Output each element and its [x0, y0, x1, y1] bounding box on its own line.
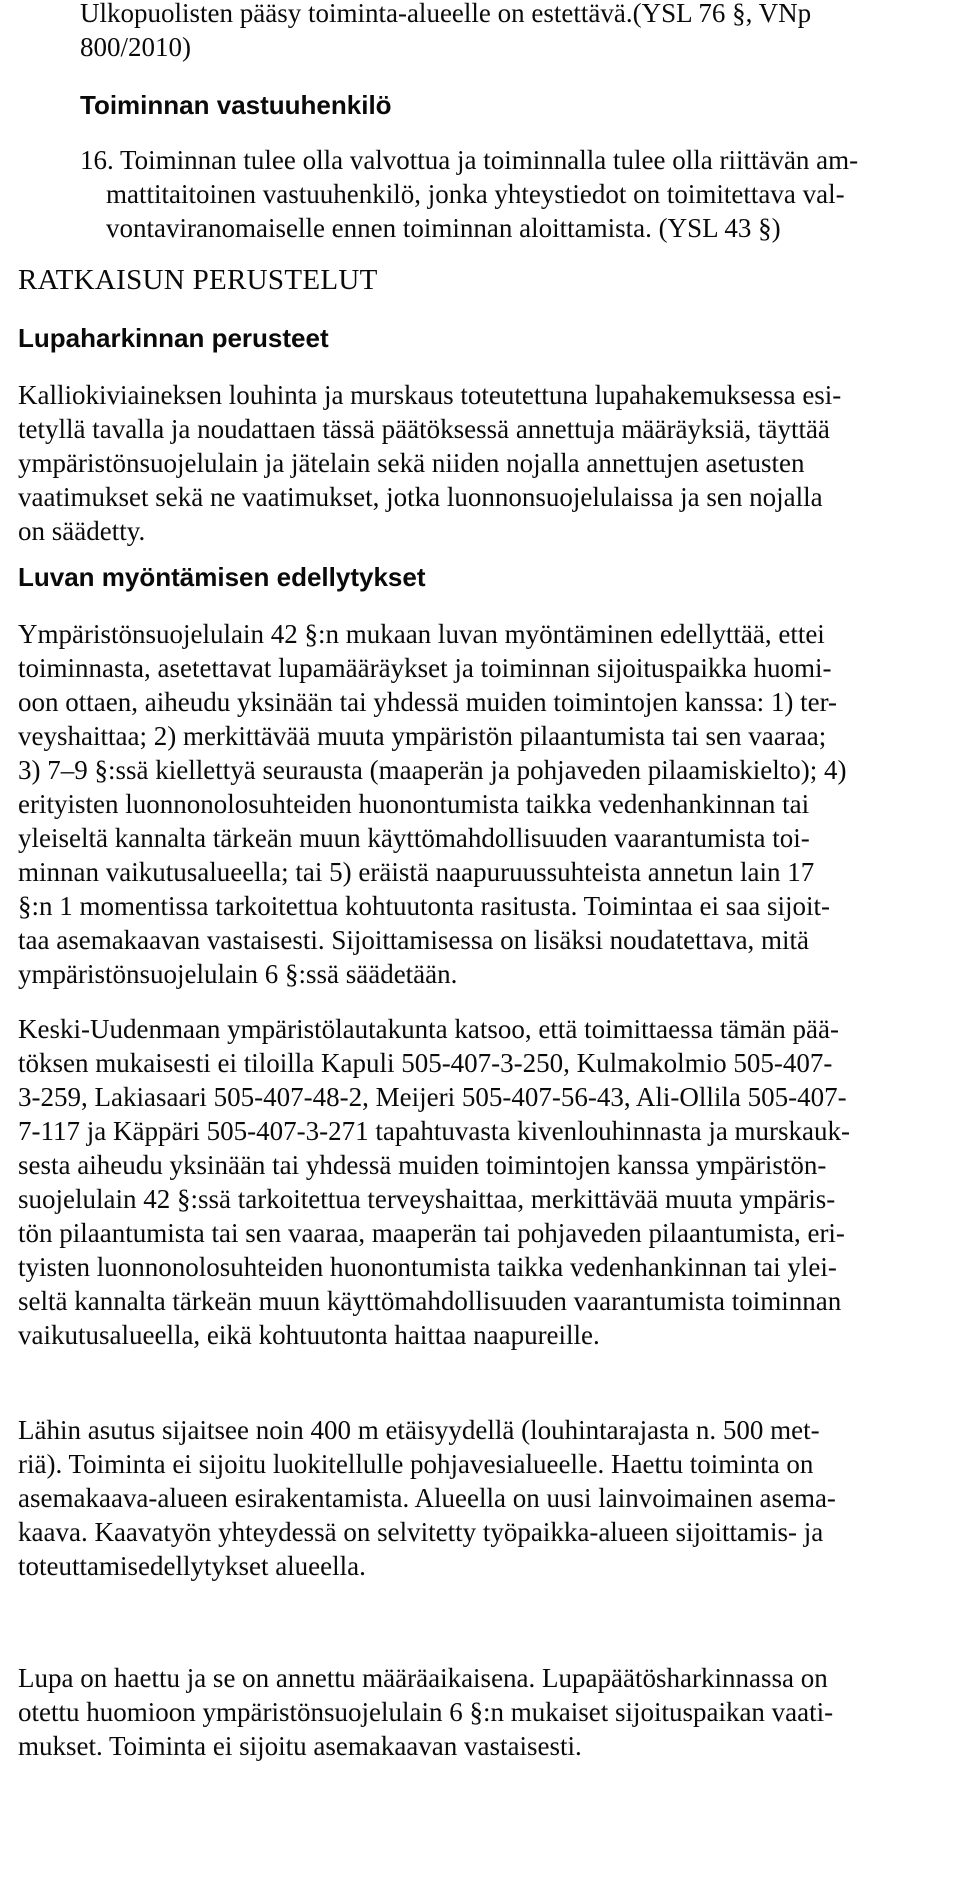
pc-p2-line-2: töksen mukaisesti ei tiloilla Kapuli 505-407-3-250, Kulmakolmio 505-407-	[18, 1048, 833, 1078]
pc-p3-line-3: asemakaava-alueen esirakentamista. Alueella on uusi lainvoimainen asema-	[18, 1483, 836, 1513]
permit-conditions-paragraph-2	[18, 1012, 948, 1352]
permit-consideration-line-5: on säädetty.	[18, 516, 146, 546]
pc-p2-line-6: suojelulain 42 §:ssä tarkoitettua terveyshaittaa, merkittävää muuta ympäris-	[18, 1184, 836, 1214]
item-16-line-3: vontaviranomaiselle ennen toiminnan aloittamista. (YSL 43 §)	[106, 213, 781, 243]
permit-consideration-line-4: vaatimukset sekä ne vaatimukset, jotka luonnonsuojelulaissa ja sen nojalla	[18, 482, 823, 512]
pc-p1-line-8: minnan vaikutusalueella; tai 5) eräistä naapuruussuhteista annetun lain 17	[18, 857, 815, 887]
pc-p4-line-1: Lupa on haettu ja se on annettu määräaikaisena. Lupapäätösharkinnassa on	[18, 1663, 828, 1693]
grounds-heading: RATKAISUN PERUSTELUT	[18, 264, 378, 296]
section-heading-responsible: Toiminnan vastuuhenkilö	[80, 90, 392, 120]
pc-p1-line-4: veyshaittaa; 2) merkittävää muuta ympäristön pilaantumista tai sen vaaraa;	[18, 721, 827, 751]
pc-p4-line-3: mukset. Toiminta ei sijoitu asemakaavan vastaisesti.	[18, 1731, 582, 1761]
section-heading-permit-consideration: Lupaharkinnan perusteet	[18, 323, 329, 353]
permit-conditions-paragraph-3	[18, 1413, 948, 1583]
pc-p1-line-6: erityisten luonnonolosuhteiden huonontumista taikka vedenhankinnan tai	[18, 789, 810, 819]
item-16	[80, 143, 960, 245]
pc-p1-line-2: toiminnasta, asetettavat lupamääräykset ja toiminnan sijoituspaikka huomi-	[18, 653, 832, 683]
pc-p2-line-9: seltä kannalta tärkeän muun käyttömahdollisuuden vaarantumista toiminnan	[18, 1286, 842, 1316]
section-heading-permit-conditions: Luvan myöntämisen edellytykset	[18, 562, 426, 592]
pc-p2-line-3: 3-259, Lakiasaari 505-407-48-2, Meijeri 505-407-56-43, Ali-Ollila 505-407-	[18, 1082, 847, 1112]
permit-consideration-line-2: tetyllä tavalla ja noudattaen tässä päätöksessä annettuja määräyksiä, täyttää	[18, 414, 830, 444]
pc-p2-line-8: tyisten luonnonolosuhteiden huonontumista taikka vedenhankinnan tai ylei-	[18, 1252, 837, 1282]
intro-paragraph	[80, 0, 812, 68]
pc-p1-line-10: taa asemakaavan vastaisesti. Sijoittamisessa on lisäksi noudatettava, mitä	[18, 925, 810, 955]
permit-consideration-paragraph	[18, 378, 948, 548]
pc-p1-line-7: yleiseltä kannalta tärkeän muun käyttömahdollisuuden vaarantumista toi-	[18, 823, 810, 853]
pc-p2-line-1: Keski-Uudenmaan ympäristölautakunta katsoo, että toimittaessa tämän pää-	[18, 1014, 839, 1044]
permit-conditions-paragraph-1	[18, 617, 948, 991]
item-16-line-2: mattitaitoinen vastuuhenkilö, jonka yhteystiedot on toimitettava val-	[106, 179, 845, 209]
pc-p1-line-5: 3) 7–9 §:ssä kiellettyä seurausta (maaperän ja pohjaveden pilaamiskielto); 4)	[18, 755, 847, 785]
pc-p2-line-7: tön pilaantumista tai sen vaaraa, maaperän tai pohjaveden pilaantumista, eri-	[18, 1218, 845, 1248]
permit-conditions-paragraph-4	[18, 1661, 948, 1763]
pc-p2-line-10: vaikutusalueella, eikä kohtuutonta haittaa naapureille.	[18, 1320, 600, 1350]
pc-p3-line-2: riä). Toiminta ei sijoitu luokitellulle pohjavesialueelle. Haettu toiminta on	[18, 1449, 814, 1479]
permit-consideration-line-1: Kalliokiviaineksen louhinta ja murskaus toteutettuna lupahakemuksessa esi-	[18, 380, 842, 410]
pc-p2-line-5: sesta aiheudu yksinään tai yhdessä muiden toimintojen kanssa ympäristön-	[18, 1150, 827, 1180]
item-16-line-1: 16. Toiminnan tulee olla valvottua ja toiminnalla tulee olla riittävän am-	[80, 145, 859, 175]
pc-p3-line-5: toteuttamisedellytykset alueella.	[18, 1551, 366, 1581]
pc-p4-line-2: otettu huomioon ympäristönsuojelulain 6 §:n mukaiset sijoituspaikan vaati-	[18, 1697, 834, 1727]
pc-p1-line-1: Ympäristönsuojelulain 42 §:n mukaan luvan myöntäminen edellyttää, ettei	[18, 619, 825, 649]
pc-p3-line-1: Lähin asutus sijaitsee noin 400 m etäisyydellä (louhintarajasta n. 500 met-	[18, 1415, 820, 1445]
pc-p1-line-9: §:n 1 momentissa tarkoitettua kohtuutonta rasitusta. Toimintaa ei saa sijoit-	[18, 891, 830, 921]
permit-consideration-line-3: ympäristönsuojelulain ja jätelain sekä niiden nojalla annettujen asetusten	[18, 448, 805, 478]
intro-line-2: 800/2010)	[80, 32, 191, 62]
pc-p1-line-11: ympäristönsuojelulain 6 §:ssä säädetään.	[18, 959, 458, 989]
pc-p1-line-3: oon ottaen, aiheudu yksinään tai yhdessä muiden toimintojen kanssa: 1) ter-	[18, 687, 838, 717]
intro-line-1: Ulkopuolisten pääsy toiminta-alueelle on estettävä.(YSL 76 §, VNp	[80, 0, 812, 28]
pc-p2-line-4: 7-117 ja Käppäri 505-407-3-271 tapahtuvasta kivenlouhinnasta ja murskauk-	[18, 1116, 851, 1146]
pc-p3-line-4: kaava. Kaavatyön yhteydessä on selvitetty työpaikka-alueen sijoittamis- ja	[18, 1517, 824, 1547]
